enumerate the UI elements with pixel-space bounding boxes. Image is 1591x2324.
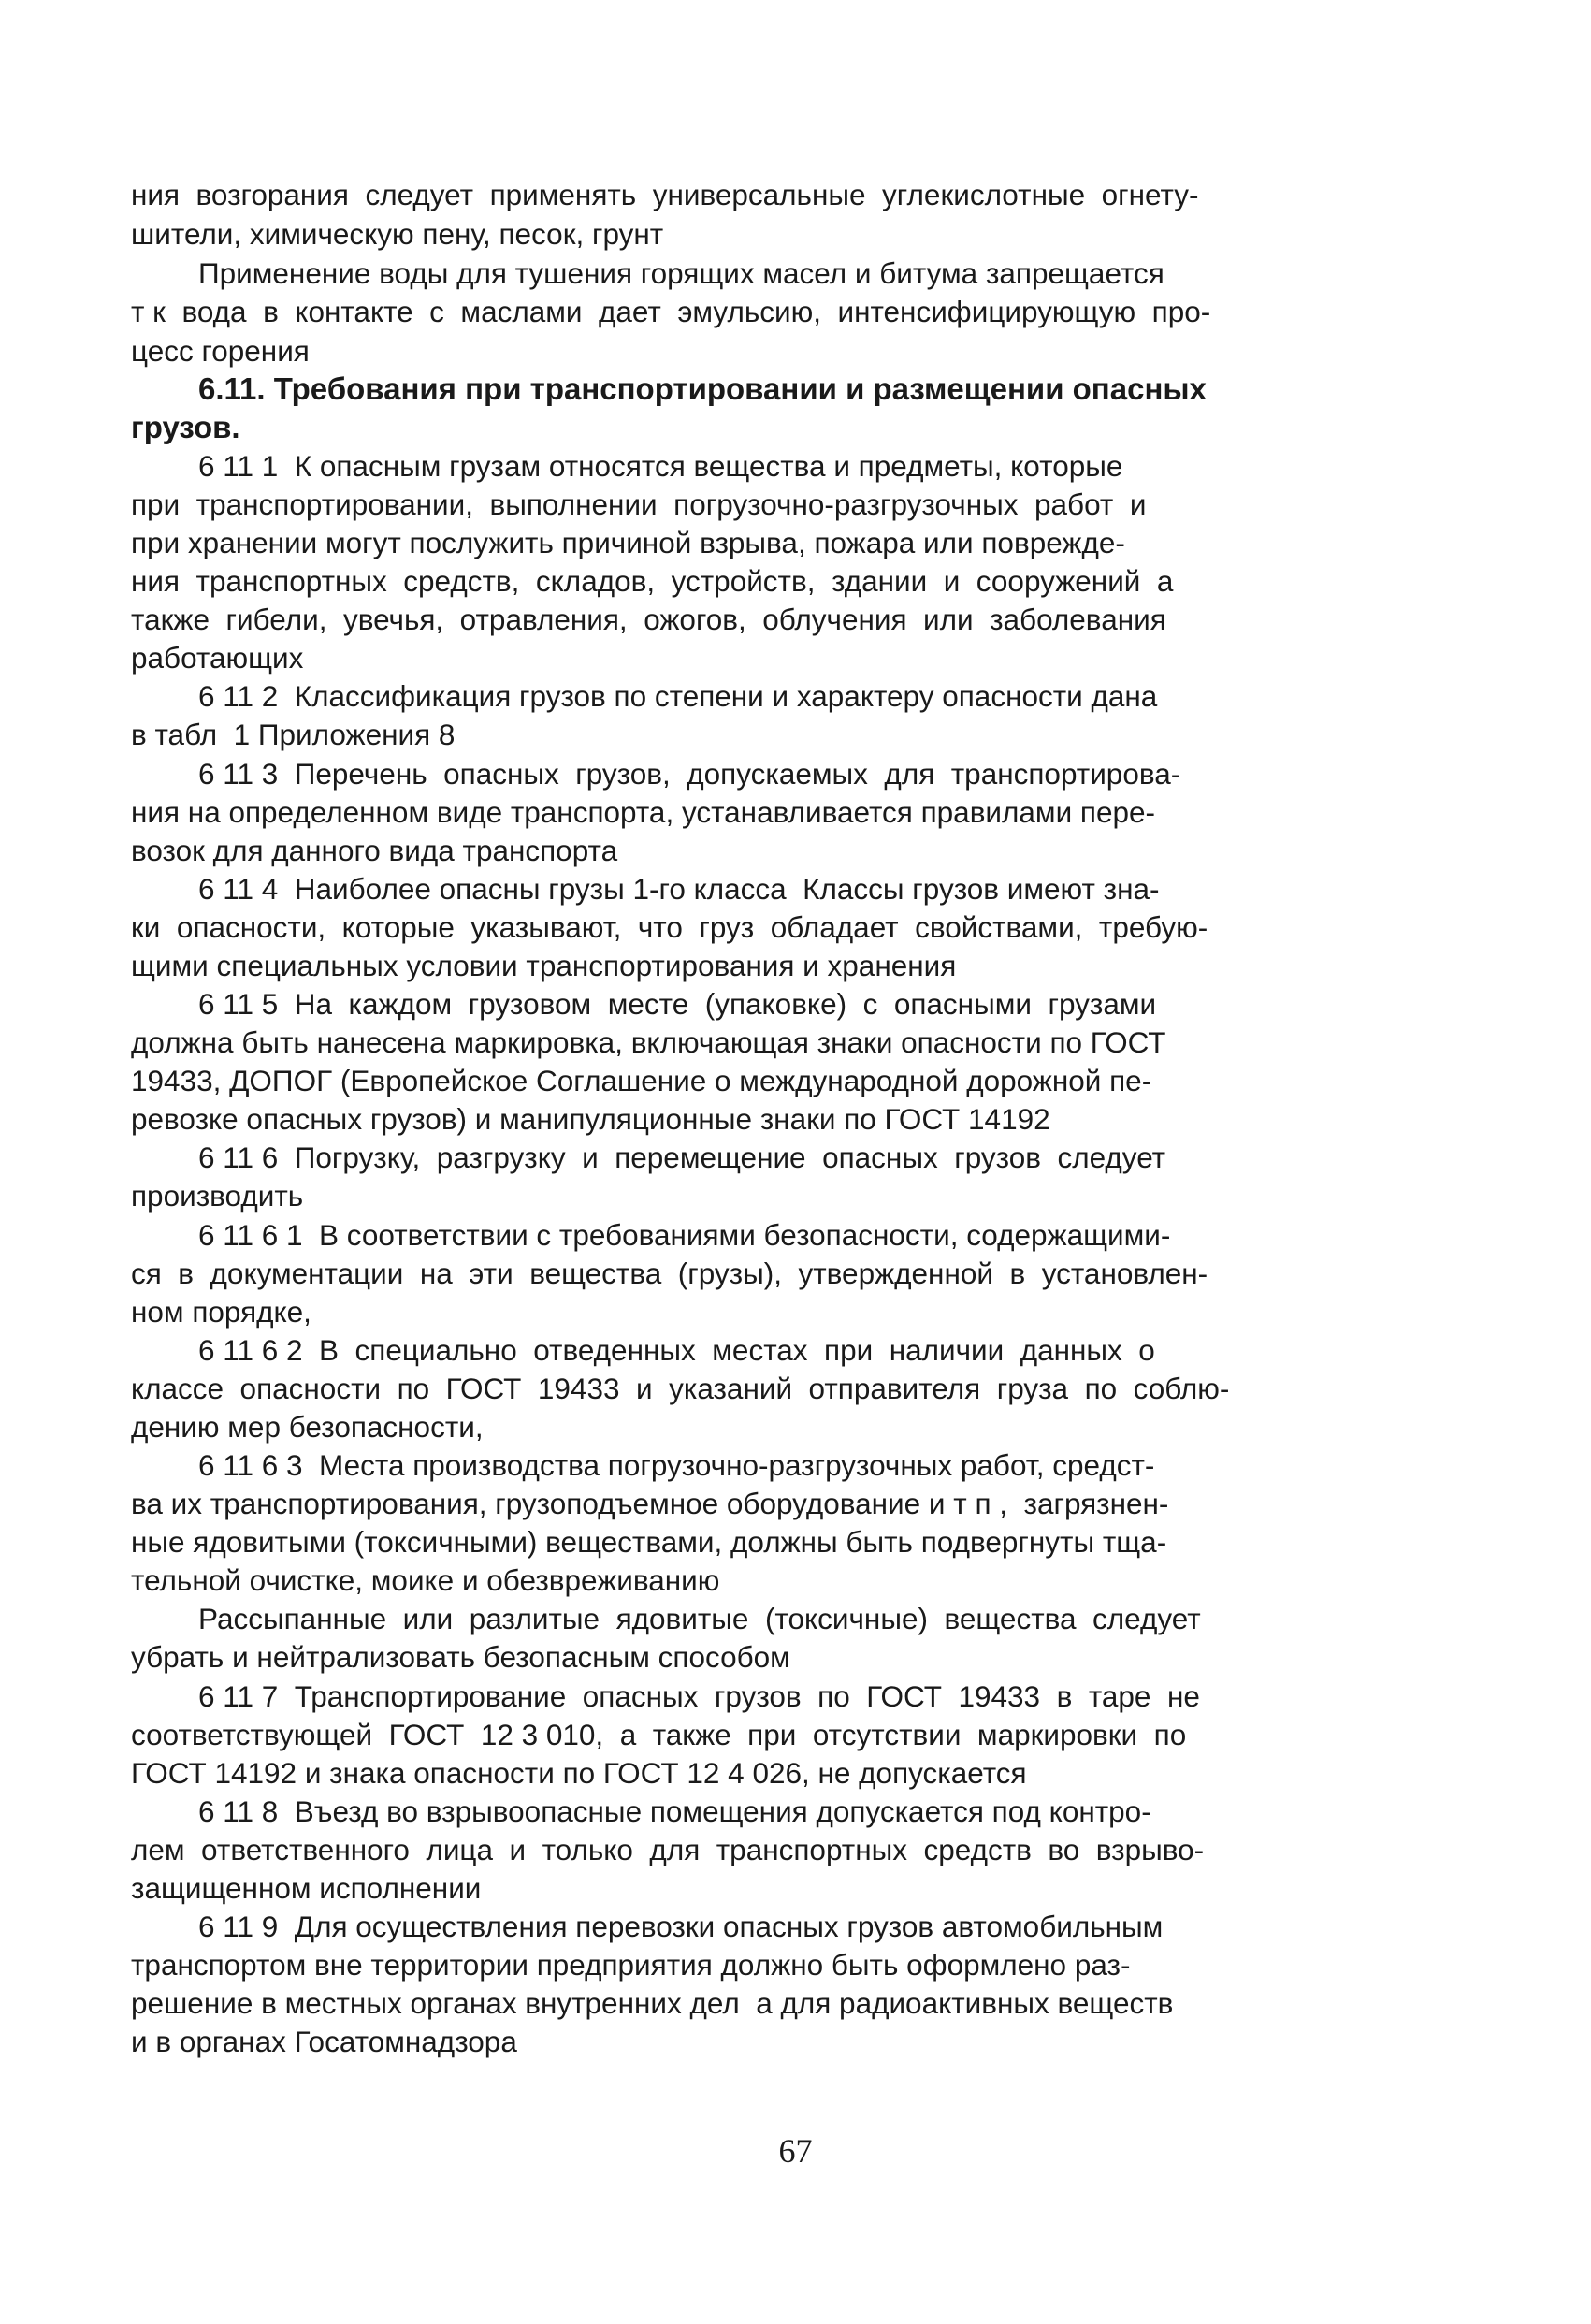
text-line: классе опасности по ГОСТ 19433 и указаний отправителя груза по соблю- [131, 1372, 1230, 1405]
text-line: 6 11 4 Наиболее опасны грузы 1-го класса Классы грузов имеют зна- [198, 872, 1160, 906]
text-line: 6 11 7 Транспортирование опасных грузов по ГОСТ 19433 в таре не [198, 1679, 1200, 1713]
text-line: ные ядовитыми (токсичными) веществами, должны быть подвергнуты тща- [131, 1525, 1167, 1559]
text-line: 6 11 8 Въезд во взрывоопасные помещения допускается под контро- [198, 1794, 1151, 1828]
section-heading: грузов. [131, 410, 240, 444]
text-line: убрать и нейтрализовать безопасным способом [131, 1640, 790, 1674]
page-number: 67 [778, 2132, 813, 2170]
text-line: соответствующей ГОСТ 12 3 010, а также при отсутствии маркировки по [131, 1718, 1187, 1751]
text-line: шители, химическую пену, песок, грунт [131, 217, 664, 251]
text-line: 6 11 2 Классификация грузов по степени и характеру опасности дана [198, 679, 1158, 713]
text-line: и в органах Госатомнадзора [131, 2025, 517, 2058]
text-line: т к вода в контакте с маслами дает эмульсию, интенсифицирующую про- [131, 295, 1211, 328]
text-line: Рассыпанные или разлитые ядовитые (токсичные) вещества следует [198, 1602, 1201, 1635]
text-line: защищенном исполнении [131, 1871, 482, 1905]
text-line: 19433, ДОПОГ (Европейское Соглашение о международной дорожной пе- [131, 1064, 1152, 1097]
text-line: производить [131, 1179, 304, 1213]
text-line: ния транспортных средств, складов, устройств, здании и сооружений а [131, 564, 1174, 598]
text-line: дению мер безопасности, [131, 1410, 484, 1444]
text-line: при хранении могут послужить причиной взрыва, пожара или поврежде- [131, 526, 1125, 559]
text-line: должна быть нанесена маркировка, включающая знаки опасности по ГОСТ [131, 1025, 1166, 1059]
text-line: тельной очистке, моике и обезвреживанию [131, 1563, 720, 1597]
text-line: ки опасности, которые указывают, что груз обладает свойствами, требую- [131, 910, 1208, 944]
text-line: транспортом вне территории предприятия должно быть оформлено раз- [131, 1948, 1131, 1982]
text-line: 6 11 6 Погрузку, разгрузку и перемещение опасных грузов следует [198, 1140, 1166, 1174]
text-line: 6 11 1 К опасным грузам относятся вещества и предметы, которые [198, 449, 1123, 483]
text-line: 6 11 6 2 В специально отведенных местах при наличии данных о [198, 1333, 1155, 1367]
text-line: щими специальных условии транспортирования и хранения [131, 949, 957, 982]
text-line: лем ответственного лица и только для транспортных средств во взрыво- [131, 1833, 1205, 1866]
text-line: работающих [131, 641, 304, 675]
text-line: цесс горения [131, 334, 310, 368]
text-line: 6 11 6 3 Места производства погрузочно-разгрузочных работ, средст- [198, 1448, 1155, 1482]
text-line: ся в документации на эти вещества (грузы), утвержденной в установлен- [131, 1256, 1208, 1290]
text-line: 6 11 9 Для осуществления перевозки опасных грузов автомобильным [198, 1910, 1164, 1943]
text-line: ва их транспортирования, грузоподъемное оборудование и т п , загрязнен- [131, 1487, 1169, 1520]
text-line: ном порядке, [131, 1295, 311, 1329]
text-line: возок для данного вида транспорта [131, 834, 618, 867]
text-line: ния на определенном виде транспорта, устанавливается правилами пере- [131, 795, 1156, 829]
text-line: 6 11 5 На каждом грузовом месте (упаковке) с опасными грузами [198, 987, 1157, 1021]
section-heading: 6.11. Требования при транспортировании и размещении опасных [198, 371, 1207, 406]
text-line: при транспортировании, выполнении погрузочно-разгрузочных работ и [131, 487, 1147, 521]
text-line: 6 11 6 1 В соответствии с требованиями безопасности, содержащими- [198, 1218, 1171, 1252]
text-line: ГОСТ 14192 и знака опасности по ГОСТ 12 4 026, не допускается [131, 1756, 1027, 1790]
text-line: ния возгорания следует применять универсальные углекислотные огнету- [131, 178, 1199, 211]
text-line: также гибели, увечья, отравления, ожогов, облучения или заболевания [131, 603, 1166, 636]
text-line: решение в местных органах внутренних дел а для радиоактивных веществ [131, 1986, 1174, 2020]
text-line: в табл 1 Приложения 8 [131, 718, 456, 751]
text-line: ревозке опасных грузов) и манипуляционные знаки по ГОСТ 14192 [131, 1102, 1050, 1136]
text-line: 6 11 3 Перечень опасных грузов, допускаемых для транспортирова- [198, 757, 1181, 791]
text-line: Применение воды для тушения горящих масел и битума запрещается [198, 256, 1164, 290]
